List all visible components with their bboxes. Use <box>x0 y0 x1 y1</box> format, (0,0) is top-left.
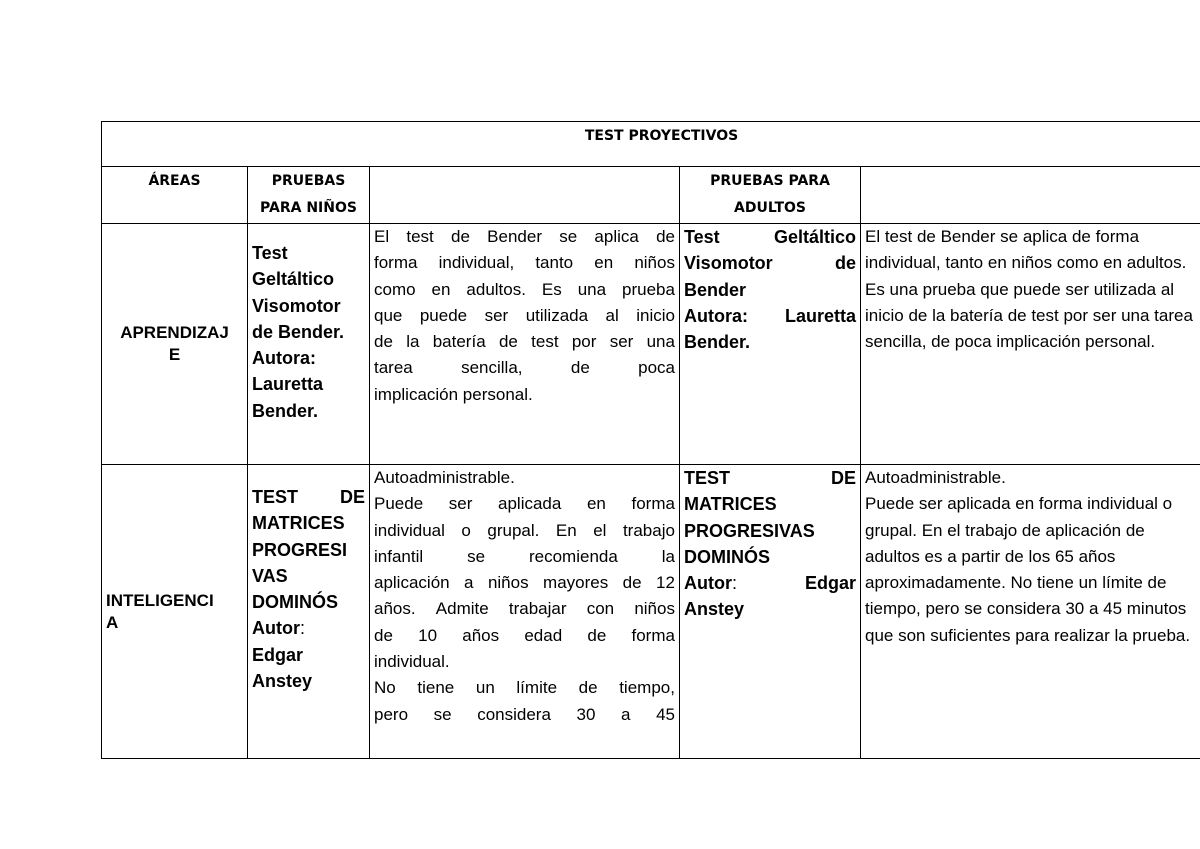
word: límite <box>516 678 558 698</box>
description-line <box>374 596 675 622</box>
word: forma <box>631 494 675 514</box>
header-blank-2-text <box>865 167 1200 168</box>
adult-test-name <box>684 224 856 355</box>
word: individual <box>374 520 445 540</box>
header-adults-line2: ADULTOS <box>734 200 806 216</box>
word: forma <box>374 253 418 273</box>
word: 45 <box>656 704 675 724</box>
word: de <box>622 573 642 593</box>
description-line: sencilla, de poca implicación personal. <box>865 332 1156 352</box>
test-name-line: DOMINÓS <box>684 546 771 567</box>
word: tiene <box>417 678 455 698</box>
adult-description <box>865 224 1200 355</box>
word: por <box>571 332 597 352</box>
description-line: grupal. En el trabajo de aplicación de <box>865 520 1145 540</box>
author-last-name: Anstey <box>252 671 313 692</box>
word: de <box>374 332 393 352</box>
word: ser <box>448 494 473 514</box>
word: una <box>646 332 675 352</box>
header-blank-2 <box>861 167 1200 224</box>
word: de <box>570 358 590 378</box>
word: trabajar <box>508 599 567 619</box>
word: Visomotor <box>684 253 773 274</box>
word: batería <box>432 332 486 352</box>
header-adults <box>684 167 856 222</box>
word: Admite <box>435 599 489 619</box>
header-areas-cell <box>102 167 248 224</box>
test-name-line: Autora: <box>252 348 316 369</box>
test-name-line: MATRICES <box>684 494 777 515</box>
word: infantil <box>374 546 424 566</box>
adult-test-cell-aprendizaje <box>680 224 861 465</box>
description-line <box>374 544 675 570</box>
test-proyectivos-table <box>101 121 1200 759</box>
table-row-inteligencia <box>102 465 1200 759</box>
children-desc-cell-aprendizaje <box>370 224 680 465</box>
word: a <box>621 704 631 724</box>
word: o <box>461 520 471 540</box>
word: de <box>656 227 675 246</box>
description-line: individual. <box>374 652 450 672</box>
word: de <box>451 227 470 246</box>
area-cell-aprendizaje <box>102 224 248 465</box>
word: años <box>462 625 500 645</box>
children-test-name <box>252 240 365 424</box>
description-line: implicación personal. <box>374 384 533 404</box>
adult-desc-cell-aprendizaje <box>861 224 1200 465</box>
author-first-name: Edgar <box>252 644 304 665</box>
description-line <box>374 518 675 544</box>
word: Es <box>541 279 562 299</box>
word: a <box>464 573 474 593</box>
word: Puede <box>374 494 424 514</box>
word: tarea <box>374 358 413 378</box>
word: Bender <box>487 227 542 246</box>
header-children <box>252 167 365 222</box>
header-children-line1: PRUEBAS <box>271 173 346 189</box>
description-line: El test de Bender se aplica de forma <box>865 227 1140 246</box>
word: El <box>374 227 390 246</box>
author-first-name: Edgar <box>804 573 856 594</box>
adult-test-author <box>684 570 856 596</box>
word: en <box>594 253 614 273</box>
word: test <box>531 332 559 352</box>
area-label-line2: E <box>168 345 181 364</box>
word: de <box>498 332 518 352</box>
word: al <box>605 305 619 325</box>
word: poca <box>638 358 675 378</box>
test-name-line: MATRICES <box>252 513 345 534</box>
word: la <box>406 332 420 352</box>
test-name-line: Test <box>252 243 288 263</box>
children-test-cell-aprendizaje <box>248 224 370 465</box>
description-line: Autoadministrable. <box>374 468 515 487</box>
description-line <box>374 355 675 381</box>
description-line <box>374 623 675 649</box>
word: DE <box>339 487 365 507</box>
description-line <box>374 702 675 728</box>
word: pero <box>374 704 409 724</box>
word: grupal. <box>487 520 540 540</box>
word: niños <box>487 573 529 593</box>
description-line <box>374 250 675 276</box>
word: en <box>431 279 451 299</box>
test-name-line <box>252 484 365 510</box>
test-name-line <box>684 303 856 329</box>
test-name-line: DOMINÓS <box>252 592 339 613</box>
children-test-author <box>252 615 365 694</box>
word: una <box>577 279 607 299</box>
table-row-aprendizaje <box>102 224 1200 465</box>
header-row <box>102 167 1200 224</box>
word: DE <box>830 468 856 488</box>
word: utilizada <box>525 305 589 325</box>
description-line: tiempo, pero se considera 30 a 45 minutos <box>865 599 1187 619</box>
test-name-line <box>684 250 856 276</box>
description-line: Autoadministrable. <box>865 468 1006 487</box>
test-name-line: PROGRESIVAS <box>684 520 815 541</box>
word: de <box>578 678 598 698</box>
word: TEST <box>252 487 299 507</box>
area-label-line1: INTELIGENCI <box>106 590 214 610</box>
word: como <box>374 279 416 299</box>
word: niños <box>634 253 675 273</box>
area-label-line1: APRENDIZAJ <box>120 323 229 342</box>
word: de <box>374 625 393 645</box>
word: No <box>374 678 396 698</box>
word: prueba <box>622 279 675 299</box>
word: tanto <box>535 253 574 273</box>
description-line <box>374 675 675 701</box>
word: Lauretta <box>784 305 856 326</box>
word: forma <box>631 625 675 645</box>
word: mayores <box>543 573 609 593</box>
word: edad <box>524 625 563 645</box>
author-colon: : <box>732 573 738 594</box>
table-title: TEST PROYECTIVOS <box>584 128 739 144</box>
description-line: individual, tanto en niños como en adultos. <box>865 253 1187 273</box>
adult-test-cell-inteligencia <box>680 465 861 759</box>
header-blank-1-text <box>374 167 675 168</box>
description-line <box>374 570 675 596</box>
word: Test <box>684 227 720 247</box>
area-label-line2: A <box>106 612 119 632</box>
word: recomienda <box>528 546 618 566</box>
word: con <box>586 599 615 619</box>
description-line: Es una prueba que puede ser utilizada al <box>865 279 1175 299</box>
word: 30 <box>576 704 596 724</box>
children-description <box>374 224 675 408</box>
test-name-line: PROGRESI <box>252 539 348 560</box>
test-name-line <box>684 465 856 491</box>
word: se <box>467 546 486 566</box>
author-label: Autor <box>684 573 732 594</box>
word: se <box>433 704 452 724</box>
test-name-line: VAS <box>252 565 288 586</box>
word: puede <box>419 305 468 325</box>
word: Autora: <box>684 305 748 326</box>
description-line <box>374 277 675 303</box>
word: el <box>593 520 607 540</box>
area-cell-inteligencia <box>102 465 248 759</box>
word: de <box>587 625 607 645</box>
children-description <box>374 465 675 728</box>
word: niños <box>634 599 675 619</box>
word: aplicación <box>374 573 450 593</box>
word: En <box>555 520 577 540</box>
test-name-line: Geltáltico <box>252 269 335 290</box>
children-desc-cell-inteligencia <box>370 465 680 759</box>
word: tiempo, <box>619 678 675 698</box>
table-title-cell <box>102 122 1200 167</box>
description-line: Puede ser aplicada en forma individual o <box>865 494 1173 514</box>
description-line <box>374 491 675 517</box>
test-name-line: de Bender. <box>252 321 345 342</box>
description-line <box>374 303 675 329</box>
header-children-cell <box>248 167 370 224</box>
test-name-line: Visomotor <box>252 295 341 316</box>
word: 10 <box>418 625 438 645</box>
header-adults-line1: PRUEBAS PARA <box>710 173 830 189</box>
test-name-line: Bender. <box>252 400 319 421</box>
test-name-line: Bender <box>684 279 747 300</box>
word: individual, <box>438 253 515 273</box>
word: test <box>406 227 434 246</box>
word: la <box>661 546 675 566</box>
description-line <box>374 224 675 250</box>
header-blank-1 <box>370 167 680 224</box>
word: adultos. <box>466 279 526 299</box>
author-last-name: Anstey <box>684 599 745 620</box>
word: TEST <box>684 468 731 488</box>
description-line: inicio de la batería de test por ser una tarea <box>865 305 1193 325</box>
word: en <box>586 494 606 514</box>
test-name-line <box>684 224 856 250</box>
word: 12 <box>656 573 675 593</box>
author-colon: : <box>300 618 306 639</box>
word: Geltáltico <box>773 227 856 247</box>
adult-test-name <box>684 465 856 570</box>
description-line: que son suficientes para realizar la prueba. <box>865 625 1191 645</box>
adult-description <box>865 465 1200 649</box>
word: aplicada <box>498 494 562 514</box>
test-name-line: Lauretta <box>252 374 324 395</box>
word: aplica <box>594 227 639 246</box>
word: años. <box>374 599 416 619</box>
description-line: adultos es a partir de los 65 años <box>865 546 1116 566</box>
word: que <box>374 305 403 325</box>
word: de <box>834 253 856 274</box>
header-children-line2: PARA NIÑOS <box>260 200 357 216</box>
word: se <box>559 227 578 246</box>
test-name-line: Bender. <box>684 332 751 353</box>
header-areas: ÁREAS <box>148 173 201 189</box>
word: sencilla, <box>461 358 523 378</box>
header-adults-cell <box>680 167 861 224</box>
children-test-name <box>252 484 365 615</box>
description-line <box>374 329 675 355</box>
word: inicio <box>636 305 675 325</box>
word: un <box>475 678 495 698</box>
description-line: aproximadamente. No tiene un límite de <box>865 573 1167 593</box>
word: ser <box>484 305 509 325</box>
children-test-cell-inteligencia <box>248 465 370 759</box>
author-label: Autor <box>252 618 300 639</box>
word: ser <box>609 332 634 352</box>
adult-desc-cell-inteligencia <box>861 465 1200 759</box>
word: trabajo <box>622 520 675 540</box>
word: considera <box>477 704 551 724</box>
